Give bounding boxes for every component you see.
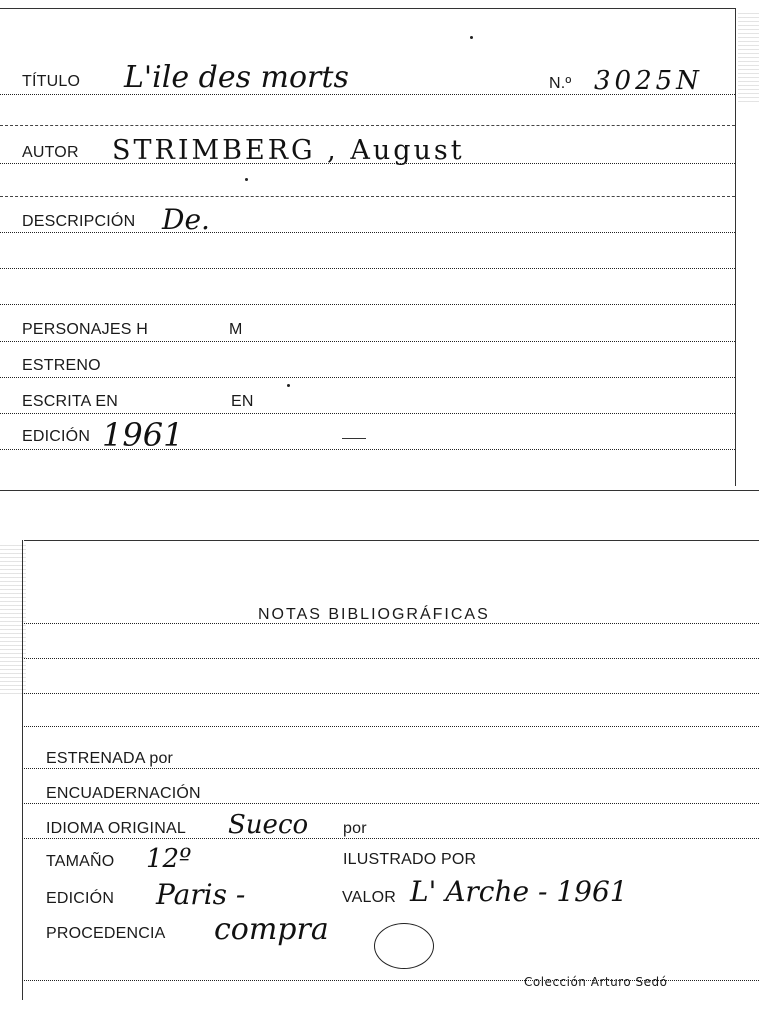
rule-line [0, 125, 735, 126]
speck [287, 384, 290, 387]
valor-value: L' Arche - 1961 [410, 875, 628, 908]
escrita-label: ESCRITA EN [22, 393, 118, 410]
edicion-label: EDICIÓN [22, 428, 91, 445]
pen-mark [342, 438, 366, 439]
numero-value: 3025N [594, 66, 703, 96]
rule-line [22, 838, 759, 839]
scan-noise [738, 12, 759, 102]
circle-mark [374, 923, 434, 969]
escrita-en-label: EN [231, 393, 254, 410]
rule-line [0, 268, 735, 269]
rule-line [0, 232, 735, 233]
estreno-label: ESTRENO [22, 357, 101, 374]
tamano-value: 12º [146, 844, 192, 874]
rule-line [0, 163, 735, 164]
notas-heading: NOTAS BIBLIOGRÁFICAS [258, 606, 490, 623]
rule-line [22, 658, 759, 659]
speck [245, 178, 248, 181]
rule-line [0, 413, 735, 414]
card-top-edge [24, 540, 759, 541]
edicion-value: 1961 [102, 416, 184, 454]
idioma-label: IDIOMA ORIGINAL [46, 820, 186, 837]
rule-line [0, 94, 735, 95]
catalog-card-back [0, 530, 759, 1028]
tamano-label: TAMAÑO [46, 853, 115, 870]
rule-line [22, 803, 759, 804]
rule-line [22, 726, 759, 727]
descripcion-label: DESCRIPCIÓN [22, 213, 136, 230]
idioma-value: Sueco [228, 810, 309, 840]
descripcion-value: De. [162, 203, 210, 236]
ilustrado-label: ILUSTRADO POR [343, 851, 477, 868]
procedencia-value: compra [214, 912, 329, 947]
rule-line [22, 768, 759, 769]
personajes-m-label: M [229, 321, 243, 338]
coleccion-stamp: Colección Arturo Sedó [524, 975, 668, 989]
edicion-label: EDICIÓN [46, 890, 115, 907]
titulo-label: TÍTULO [22, 73, 81, 90]
card-right-edge [735, 8, 736, 486]
autor-label: AUTOR [22, 144, 79, 161]
estrenada-label: ESTRENADA por [46, 750, 174, 767]
numero-label: N.º [549, 75, 572, 92]
scan-noise [0, 544, 26, 694]
card-top-edge [0, 8, 736, 9]
procedencia-label: PROCEDENCIA [46, 925, 166, 942]
edicion-value: Paris - [156, 878, 246, 911]
autor-value: STRIMBERG , August [112, 135, 465, 166]
valor-label: VALOR [342, 889, 397, 906]
titulo-value: L'ile des morts [124, 60, 349, 95]
encuadernacion-label: ENCUADERNACIÓN [46, 785, 201, 802]
rule-line [0, 449, 735, 450]
rule-line [0, 341, 735, 342]
personajes-label: PERSONAJES H [22, 321, 148, 338]
rule-line [22, 693, 759, 694]
rule-line [0, 377, 735, 378]
rule-line [22, 623, 759, 624]
por-label: por [343, 820, 367, 837]
catalog-card-front [0, 0, 759, 500]
speck [470, 36, 473, 39]
rule-line [0, 304, 735, 305]
card-bottom-edge [0, 490, 759, 491]
rule-line [0, 196, 735, 197]
